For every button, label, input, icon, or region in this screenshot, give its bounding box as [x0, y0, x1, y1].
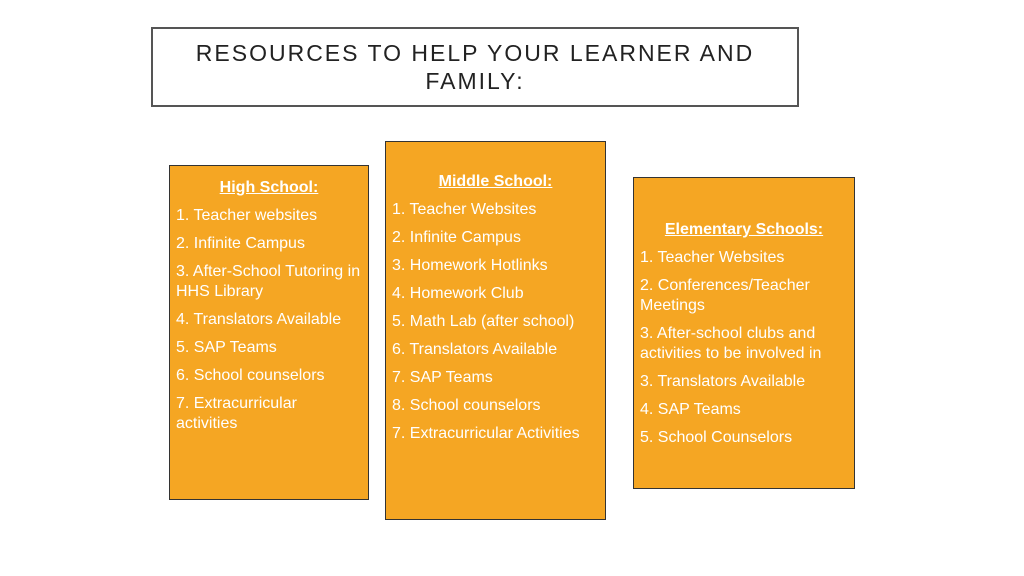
elementary-schools-card — [633, 177, 855, 489]
list-item: 5. SAP Teams — [176, 339, 277, 356]
high-school-heading: High School: — [219, 179, 319, 196]
high-school-list — [176, 206, 362, 434]
list-item: 2. Conferences/Teacher Meetings — [640, 277, 810, 314]
list-item: 3. After-school clubs and activities to be involved in — [640, 325, 822, 362]
list-item: 8. School counselors — [392, 397, 541, 414]
list-item: 2. Infinite Campus — [176, 235, 305, 252]
middle-school-list — [392, 200, 599, 444]
list-item: 1. Teacher Websites — [392, 201, 537, 218]
list-item: 5. Math Lab (after school) — [392, 313, 575, 330]
middle-school-card — [385, 141, 606, 520]
list-item: 2. Infinite Campus — [392, 229, 521, 246]
list-item: 3. Translators Available — [640, 373, 806, 390]
list-item: 7. SAP Teams — [392, 369, 493, 386]
list-item: 4. Translators Available — [176, 311, 342, 328]
list-item: 4. Homework Club — [392, 285, 524, 302]
middle-school-heading: Middle School: — [438, 173, 553, 190]
high-school-card — [169, 165, 369, 500]
elementary-schools-heading: Elementary Schools: — [664, 221, 824, 238]
list-item: 5. School Counselors — [640, 429, 793, 446]
list-item: 1. Teacher Websites — [640, 249, 785, 266]
list-item: 6. School counselors — [176, 367, 325, 384]
slide-title: RESOURCES TO HELP YOUR LEARNER AND FAMILY: — [195, 40, 755, 94]
list-item: 6. Translators Available — [392, 341, 558, 358]
list-item: 4. SAP Teams — [640, 401, 741, 418]
list-item: 3. After-School Tutoring in HHS Library — [176, 263, 361, 300]
list-item: 7. Extracurricular Activities — [392, 425, 580, 442]
title-box — [151, 27, 799, 107]
list-item: 7. Extracurricular activities — [176, 395, 297, 432]
list-item: 1. Teacher websites — [176, 207, 318, 224]
list-item: 3. Homework Hotlinks — [392, 257, 548, 274]
elementary-schools-list — [640, 248, 848, 448]
